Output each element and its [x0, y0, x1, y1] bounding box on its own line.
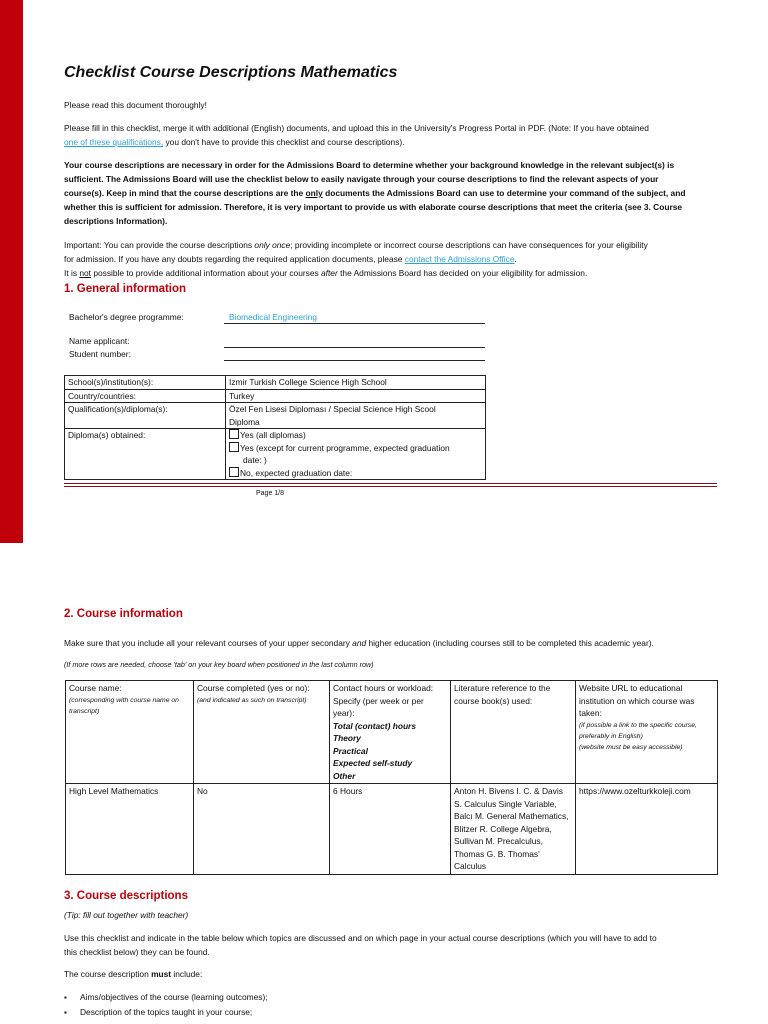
course-text: Make sure that you include all your relevant courses of your upper secondary	[64, 638, 353, 648]
header-note: (if possible a link to the specific course, preferably in English)	[579, 721, 697, 740]
workload-item: Total (contact) hours	[333, 720, 416, 731]
header-completed	[194, 681, 330, 784]
notice-underline: only	[305, 188, 323, 198]
course-name-cell[interactable]: High Level Mathematics	[66, 784, 194, 875]
descriptions-line: this checklist below) they can be found.	[64, 947, 210, 957]
course-italic: and	[352, 638, 367, 648]
header-literature	[451, 681, 576, 784]
hours-cell[interactable]: 6 Hours	[330, 784, 451, 875]
read-instruction: Please read this document thoroughly!	[64, 100, 207, 110]
programme-field[interactable]: Biomedical Engineering	[229, 312, 317, 322]
diploma-label: Diploma(s) obtained:	[65, 429, 226, 480]
fill-instruction	[64, 121, 724, 149]
list-item	[64, 990, 268, 1005]
url-cell[interactable]: https://www.ozelturkkoleji.com	[576, 784, 718, 875]
important-text: It is	[64, 268, 80, 278]
important-text: possible to provide additional information about your courses	[91, 268, 321, 278]
header-course-name	[66, 681, 194, 784]
option-label: No, expected graduation date:	[240, 467, 353, 478]
important-text: for admission. If you have any doubts regarding the required application documents, please	[64, 254, 405, 264]
course-text: higher education (including courses still to be completed this academic year).	[366, 638, 654, 648]
country-label: Country/countries:	[65, 389, 226, 403]
left-red-bar	[0, 0, 23, 543]
general-info-heading: 1. General information	[64, 283, 187, 295]
literature-cell[interactable]: Anton H. Bivens I. C. & Davis S. Calculus Single Variable, Balcı M. General Mathematics, Blitzer R. College Algebra, Sullivan M. Precalculus, Thomas G. B. Thomas' Calculus	[451, 784, 576, 875]
header-website	[576, 681, 718, 784]
important-italic: after	[321, 268, 338, 278]
student-number-field[interactable]	[224, 360, 485, 361]
important-underline: not	[79, 268, 92, 278]
qualification-line: Özel Fen Lisesi Diploması / Special Science High Scool	[229, 404, 436, 414]
checkbox-except-current[interactable]	[229, 442, 239, 452]
descriptions-tip: (Tip: fill out together with teacher)	[64, 910, 189, 920]
qualification-label: Qualification(s)/diploma(s):	[65, 403, 226, 429]
important-text: Important: You can provide the course descriptions	[64, 240, 255, 250]
course-table	[65, 680, 718, 875]
header-title: Website URL to educational institution on which course was taken:	[579, 683, 695, 718]
option-label: Yes (all diplomas)	[240, 430, 306, 440]
descriptions-line: Use this checklist and indicate in the table below which topics are discussed and on which page in your actual course descriptions (which you will have to add to	[64, 933, 657, 943]
general-info-table	[64, 375, 486, 480]
student-number-label: Student number:	[69, 349, 131, 359]
workload-item: Other	[333, 770, 356, 781]
school-value[interactable]: Izmir Turkish College Science High School	[226, 376, 486, 390]
notice-line: documents the Admissions Board can use to determine your command of the subject, and	[322, 188, 686, 198]
bold-notice	[64, 158, 724, 228]
fill-text: Please fill in this checklist, merge it with additional (English) documents, and upload this in the University's Progress Portal in PDF. (Note: If you have obtained	[64, 123, 649, 133]
header-note: (website must be easy accessible)	[579, 743, 683, 751]
must-include-text	[64, 967, 724, 981]
qualification-value[interactable]	[226, 403, 486, 429]
descriptions-text	[64, 931, 724, 959]
important-text: the Admissions Board has decided on your eligibility for admission.	[337, 268, 588, 278]
course-info-heading: 2. Course information	[64, 608, 183, 620]
fill-text-end: you don't have to provide this checklist and course descriptions).	[163, 137, 405, 147]
header-title: Course completed (yes or no):	[197, 683, 310, 693]
course-info-text	[64, 636, 724, 650]
header-title: Literature reference to the course book(s) used:	[454, 683, 551, 706]
option-label: date: )	[243, 455, 267, 465]
important-italic: only once	[254, 240, 291, 250]
completed-cell[interactable]: No	[194, 784, 330, 875]
list-item-text: Aims/objectives of the course (learning outcomes);	[80, 992, 268, 1002]
school-label: School(s)/institution(s):	[65, 376, 226, 390]
requirements-list	[64, 990, 268, 1020]
page-divider	[64, 483, 717, 484]
admissions-office-link[interactable]: contact the Admissions Office	[404, 254, 515, 264]
checkbox-no[interactable]	[229, 467, 239, 477]
header-note: (and indicated as such on transcript)	[197, 696, 307, 704]
option-label: Yes (except for current programme, expected graduation	[240, 442, 450, 453]
course-descriptions-heading: 3. Course descriptions	[64, 890, 188, 902]
list-item	[64, 1005, 268, 1020]
checkbox-all-diplomas[interactable]	[229, 429, 239, 439]
header-contact-hours	[330, 681, 451, 784]
table-row	[66, 784, 718, 875]
name-field[interactable]	[224, 347, 485, 348]
header-title: Course name:	[69, 683, 122, 693]
workload-item: Expected self-study	[333, 758, 413, 768]
name-label: Name applicant:	[69, 336, 130, 346]
course-info-note: (If more rows are needed, choose 'tab' on your key board when positioned in the last column row)	[64, 660, 374, 669]
programme-label: Bachelor's degree programme:	[69, 312, 184, 322]
notice-line: descriptions Information).	[64, 216, 168, 226]
workload-item: Practical	[333, 745, 368, 756]
programme-underline	[224, 323, 485, 324]
must-text: The course description	[64, 969, 152, 979]
list-item-text: Description of the topics taught in your course;	[80, 1007, 253, 1017]
country-value[interactable]: Turkey	[226, 389, 486, 403]
header-note: (corresponding with course name on transcript)	[69, 696, 179, 715]
notice-line: Your course descriptions are necessary in order for the Admissions Board to determine whether your background knowledge in the relevant subject(s) is	[64, 160, 675, 170]
must-bold: must	[151, 969, 172, 979]
important-text: ; providing incomplete or incorrect course descriptions can have consequences for your eligibility	[290, 240, 648, 250]
page-divider	[64, 486, 717, 487]
page-number: Page 1/8	[256, 490, 285, 497]
notice-line: sufficient. The Admissions Board will use the checklist below to easily navigate through your course descriptions to find the relevant aspects of your	[64, 174, 659, 184]
qualifications-link[interactable]: one of these qualifications,	[64, 137, 164, 147]
important-text: .	[514, 254, 517, 264]
header-title: Contact hours or workload: Specify (per week or per year):	[333, 683, 434, 718]
notice-line: whether this is sufficient for admission. Therefore, it is very important to provide us with elaborate course descriptions that meet the criteria (see 3. Course	[64, 202, 683, 212]
diploma-options	[226, 429, 486, 480]
important-notice	[64, 238, 724, 280]
notice-line: course(s). Keep in mind that the course descriptions are the	[64, 188, 306, 198]
must-text: include:	[171, 969, 203, 979]
qualification-line: Diploma	[229, 416, 260, 427]
workload-item: Theory	[333, 733, 361, 743]
document-title: Checklist Course Descriptions Mathematics	[64, 64, 398, 81]
